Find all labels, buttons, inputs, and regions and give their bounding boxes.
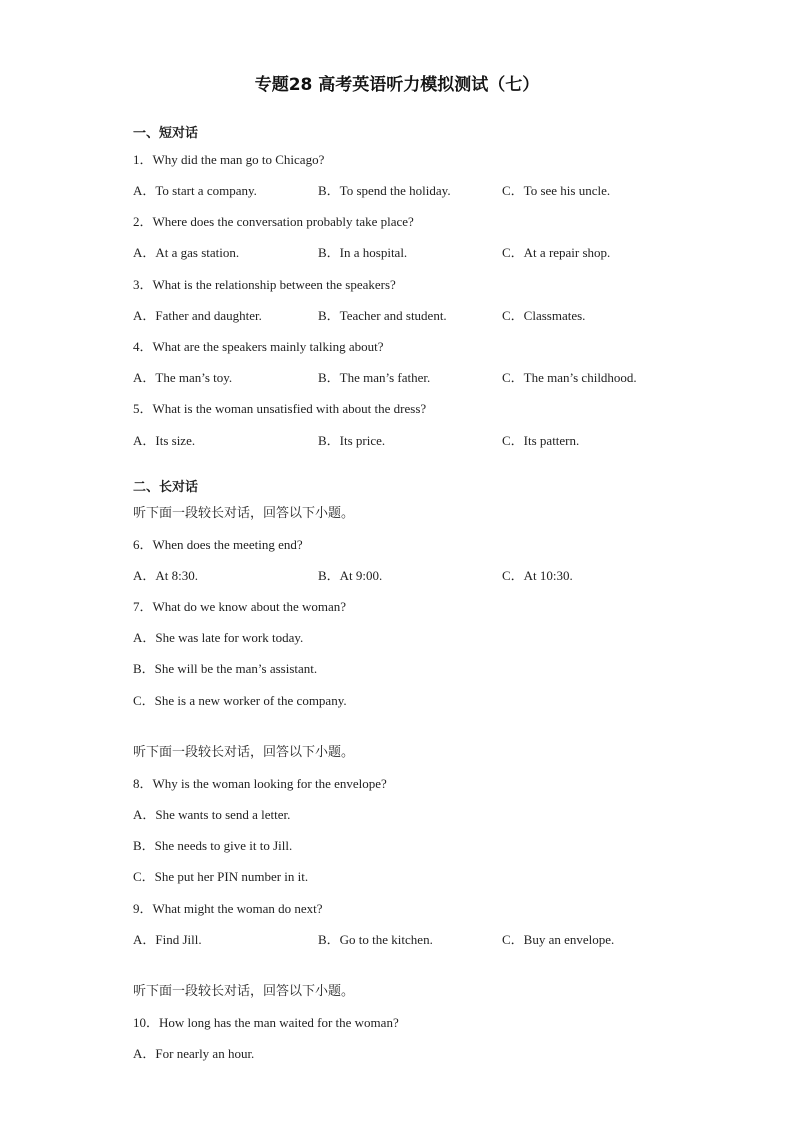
section-heading-long-dialogues: 二、长对话 (133, 480, 199, 495)
question-7: 7．What do we know about the woman? (133, 599, 347, 614)
q4-option-b: B．The man’s father. (318, 370, 431, 385)
q9-option-a: A．Find Jill. (133, 932, 202, 947)
q3-option-a: A．Father and daughter. (133, 308, 262, 323)
q6-option-c: C．At 10:30. (502, 568, 573, 583)
instruction-3: 听下面一段较长对话，回答以下小题。 (133, 984, 355, 999)
question-10: 10．How long has the man waited for the woman? (133, 1015, 399, 1030)
q6-option-a: A．At 8:30. (133, 568, 199, 583)
page-title: 专题28 高考英语听力模拟测试（七） (254, 75, 540, 95)
q8-option-b: B．She needs to give it to Jill. (133, 838, 293, 853)
question-3: 3．What is the relationship between the speakers? (133, 277, 396, 292)
instruction-1: 听下面一段较长对话，回答以下小题。 (133, 506, 355, 521)
question-5: 5．What is the woman unsatisfied with about the dress? (133, 401, 427, 416)
q8-option-a: A．She wants to send a letter. (133, 807, 291, 822)
question-1: 1．Why did the man go to Chicago? (133, 152, 325, 167)
q1-option-c: C．To see his uncle. (502, 183, 611, 198)
question-8: 8．Why is the woman looking for the envelope? (133, 776, 387, 791)
q7-option-c: C．She is a new worker of the company. (133, 693, 347, 708)
q1-option-a: A．To start a company. (133, 183, 257, 198)
q6-option-b: B．At 9:00. (318, 568, 383, 583)
q7-option-a: A．She was late for work today. (133, 630, 304, 645)
instruction-2: 听下面一段较长对话，回答以下小题。 (133, 745, 355, 760)
q1-option-b: B．To spend the holiday. (318, 183, 451, 198)
question-4: 4．What are the speakers mainly talking about? (133, 339, 384, 354)
q9-option-b: B．Go to the kitchen. (318, 932, 433, 947)
q2-option-b: B．In a hospital. (318, 245, 408, 260)
q2-option-c: C．At a repair shop. (502, 245, 611, 260)
question-2: 2．Where does the conversation probably take place? (133, 214, 414, 229)
q5-option-c: C．Its pattern. (502, 433, 580, 448)
q4-option-c: C．The man’s childhood. (502, 370, 637, 385)
q2-option-a: A．At a gas station. (133, 245, 240, 260)
q9-option-c: C．Buy an envelope. (502, 932, 615, 947)
q3-option-b: B．Teacher and student. (318, 308, 447, 323)
section-heading-short-dialogues: 一、短对话 (133, 126, 199, 141)
q5-option-a: A．Its size. (133, 433, 196, 448)
q7-option-b: B．She will be the man’s assistant. (133, 661, 318, 676)
q5-option-b: B．Its price. (318, 433, 386, 448)
q8-option-c: C．She put her PIN number in it. (133, 869, 309, 884)
q10-option-a: A．For nearly an hour. (133, 1046, 255, 1061)
q4-option-a: A．The man’s toy. (133, 370, 233, 385)
question-9: 9．What might the woman do next? (133, 901, 323, 916)
question-6: 6．When does the meeting end? (133, 537, 303, 552)
q3-option-c: C．Classmates. (502, 308, 586, 323)
